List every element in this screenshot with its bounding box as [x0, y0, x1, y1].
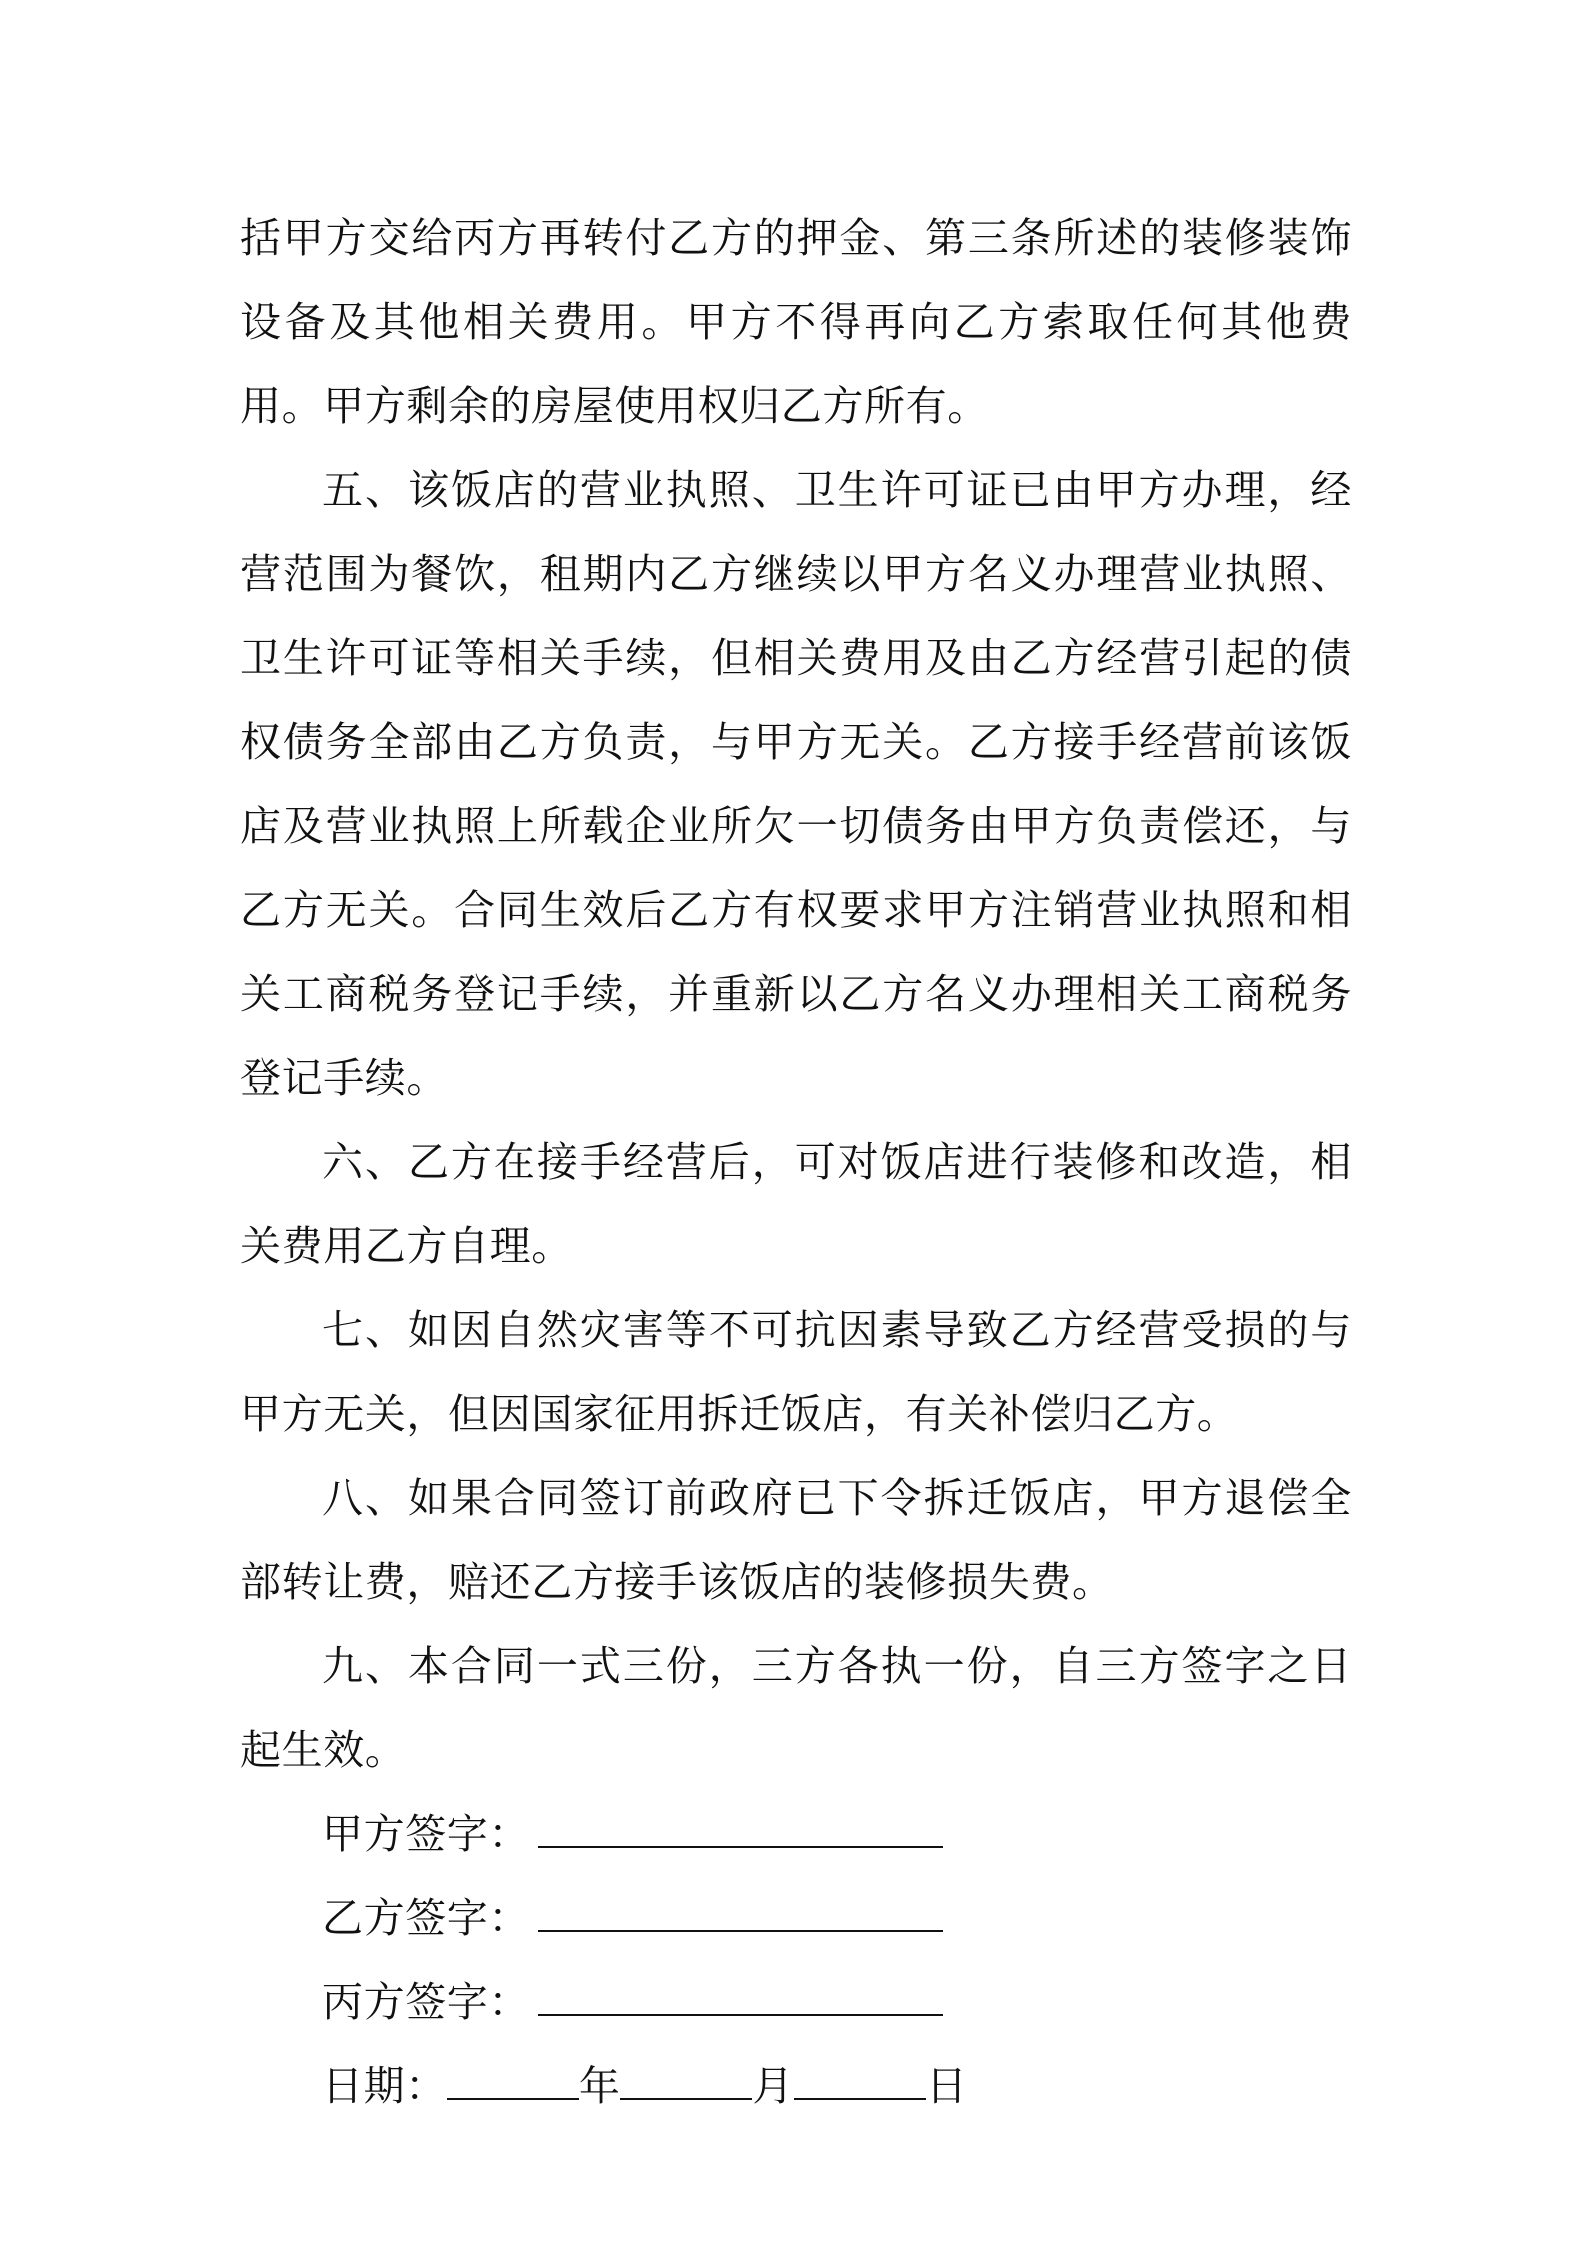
paragraph-clause-5: 五、该饭店的营业执照、卫生许可证已由甲方办理，经营范围为餐饮，租期内乙方继续以甲方名义办理营业执照、卫生许可证等相关手续，但相关费用及由乙方经营引起的债权债务全部由乙方负责，与甲方无关。乙方接手经营前该饭店及营业执照上所载企业所欠一切债务由甲方负责偿还，与乙方无关。合同生效后乙方有权要求甲方注销营业执照和相关工商税务登记手续，并重新以乙方名义办理相关工商税务登记手续。: [240, 466, 1352, 1102]
date-day-blank[interactable]: [794, 2058, 926, 2100]
date-label: 日期：: [322, 2062, 447, 2110]
signature-label-party-b: 乙方签字：: [322, 1894, 530, 1942]
signature-label-party-c: 丙方签字：: [322, 1978, 530, 2026]
paragraph-clause-9: 九、本合同一式三份，三方各执一份，自三方签字之日起生效。: [240, 1642, 1352, 1774]
date-day-label: 日: [926, 2062, 968, 2110]
signature-blank-party-a[interactable]: [538, 1806, 943, 1848]
paragraph-clause-8: 八、如果合同签订前政府已下令拆迁饭店，甲方退偿全部转让费，赔还乙方接手该饭店的装修损失费。: [240, 1474, 1352, 1606]
date-month-blank[interactable]: [620, 2058, 752, 2100]
signature-line-party-a: [240, 1792, 1352, 1876]
date-year-blank[interactable]: [447, 2058, 579, 2100]
paragraph-clause-7: 七、如因自然灾害等不可抗因素导致乙方经营受损的与甲方无关，但因国家征用拆迁饭店，有关补偿归乙方。: [240, 1306, 1352, 1438]
paragraph-clause-6: 六、乙方在接手经营后，可对饭店进行装修和改造，相关费用乙方自理。: [240, 1138, 1352, 1270]
signature-blank-party-c[interactable]: [538, 1974, 943, 2016]
signature-label-party-a: 甲方签字：: [322, 1810, 530, 1858]
signature-blank-party-b[interactable]: [538, 1890, 943, 1932]
signature-line-party-b: [240, 1876, 1352, 1960]
date-month-label: 月: [752, 2062, 795, 2110]
signature-line-party-c: [240, 1960, 1352, 2044]
paragraph-continuation: 括甲方交给丙方再转付乙方的押金、第三条所述的装修装饰设备及其他相关费用。甲方不得再向乙方索取任何其他费用。甲方剩余的房屋使用权归乙方所有。: [240, 214, 1352, 430]
contract-body: [240, 196, 1352, 2128]
date-year-label: 年: [578, 2062, 621, 2110]
date-line: [240, 2044, 1352, 2128]
